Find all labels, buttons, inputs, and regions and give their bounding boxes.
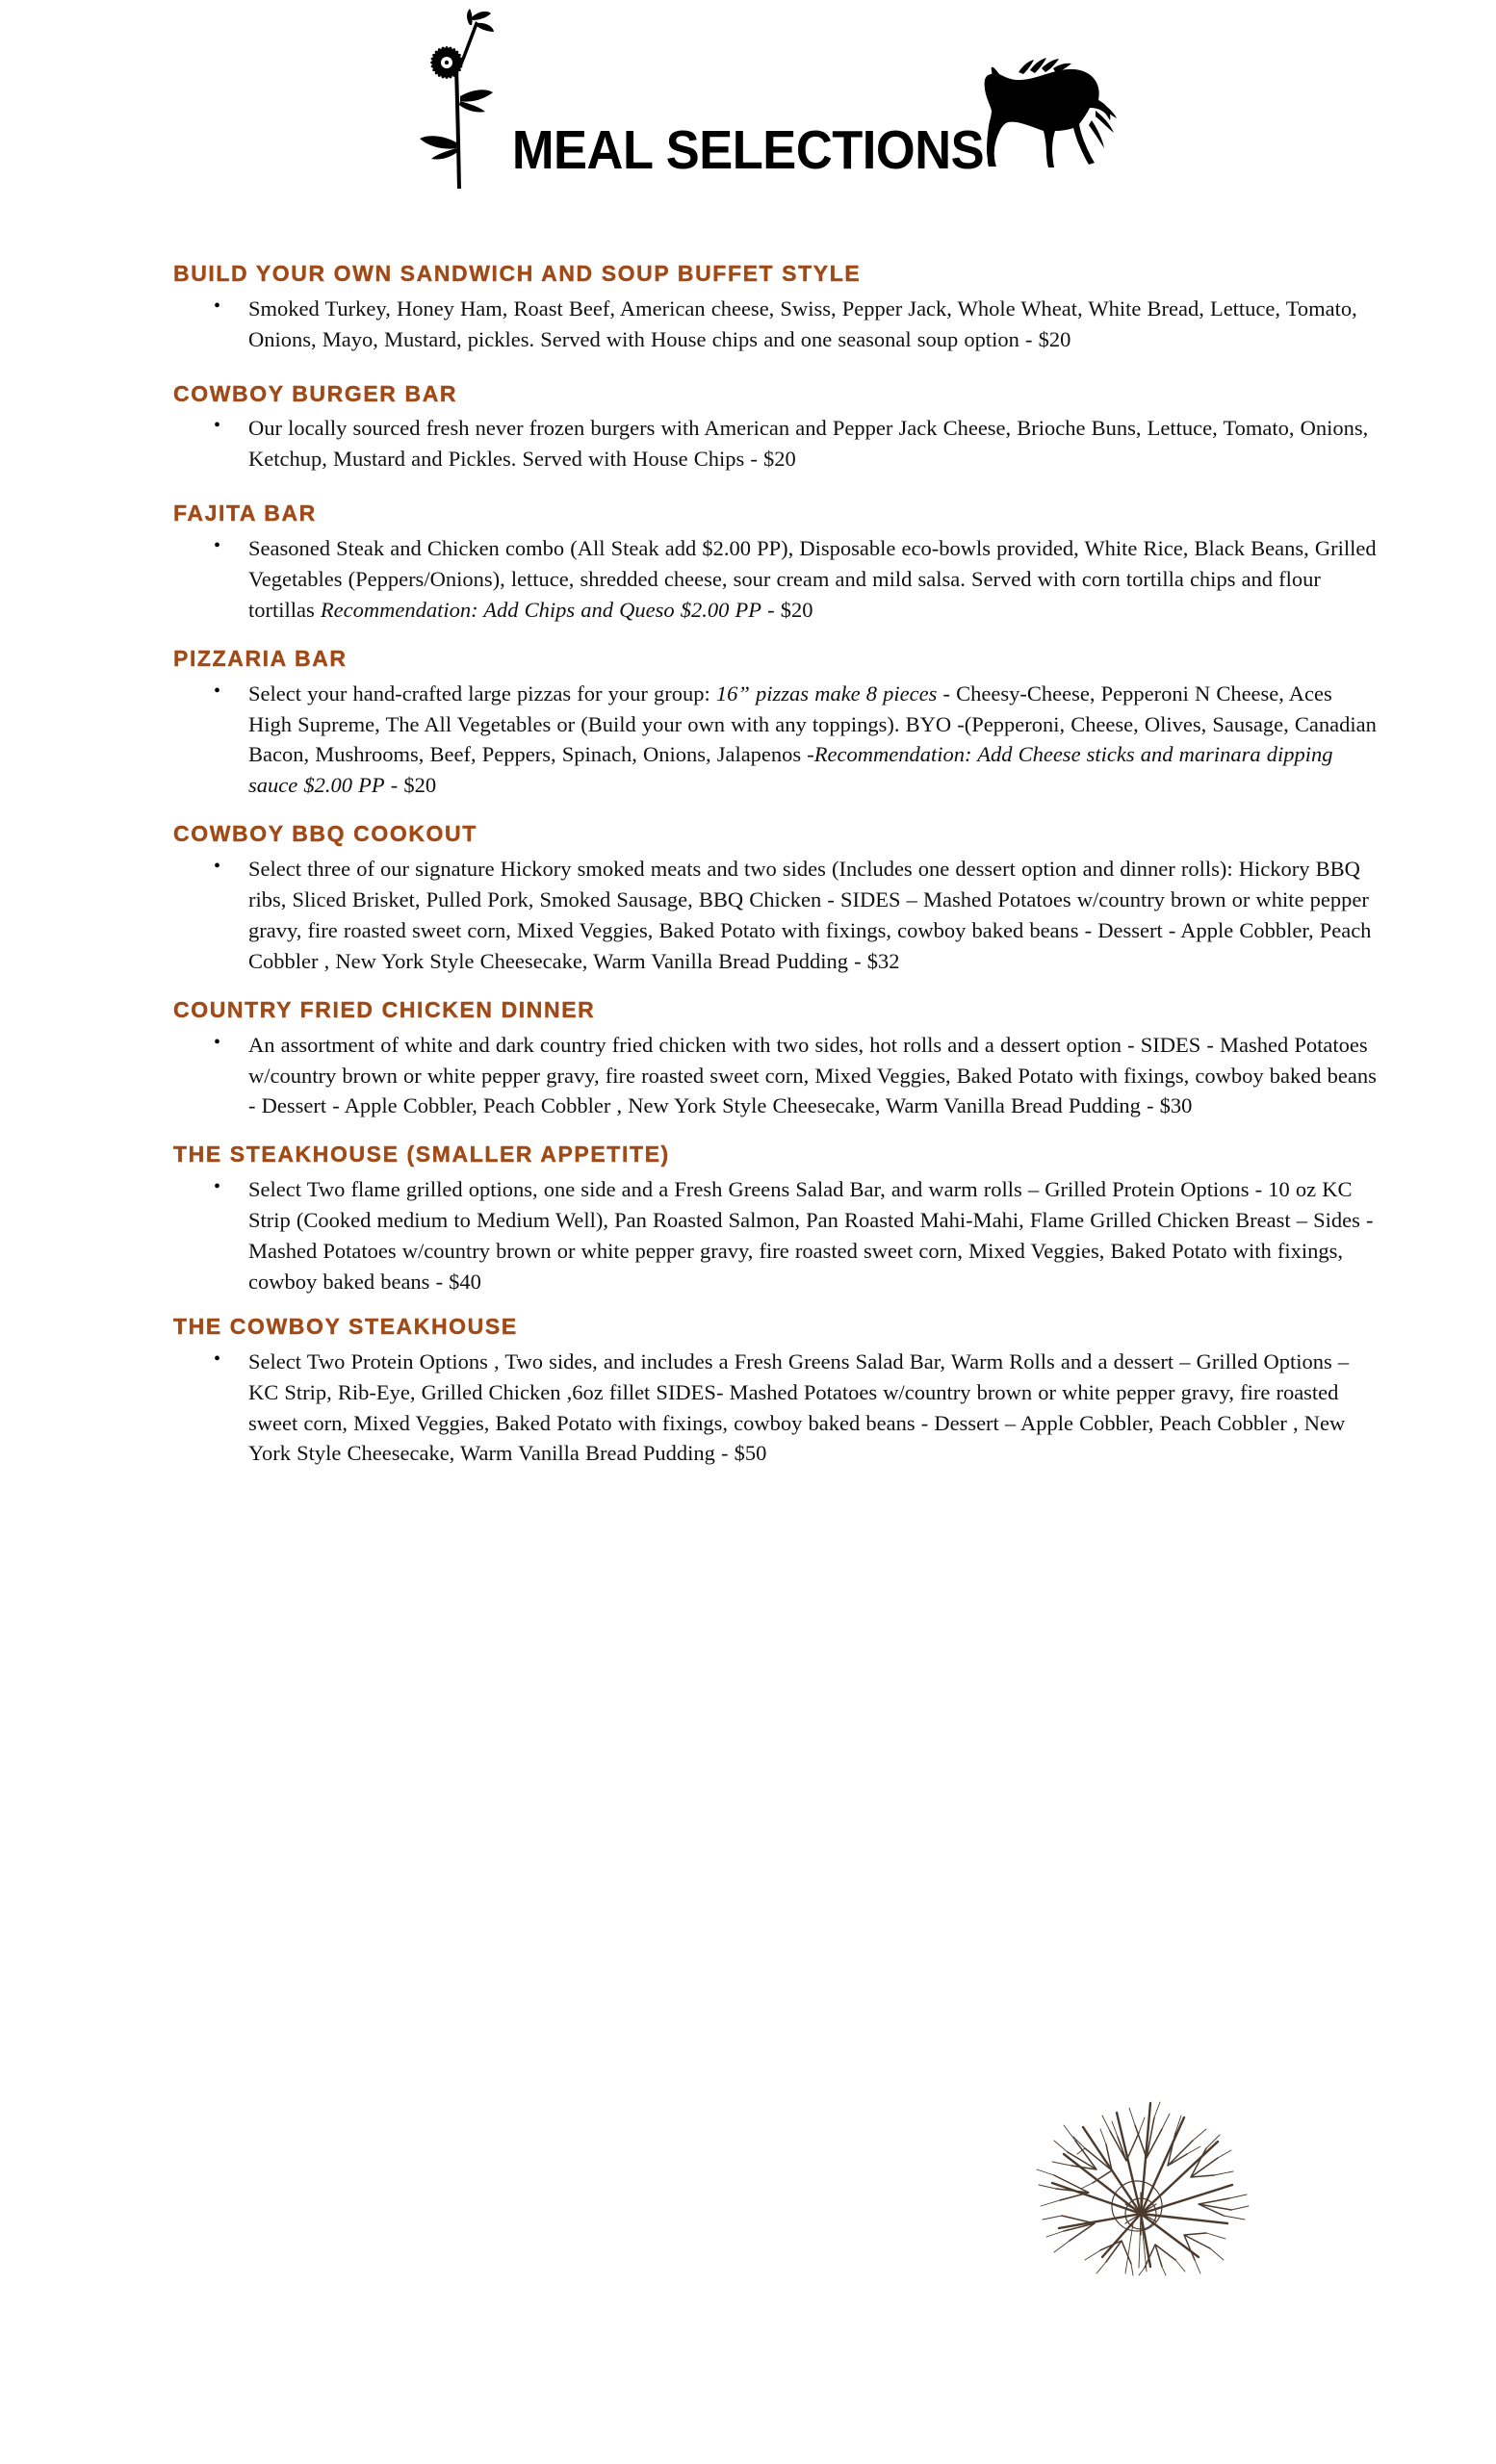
section-heading: PIZZARIA BAR [173, 645, 348, 671]
list-item-pizza-note: 16” pizzas make 8 pieces [715, 680, 938, 706]
header-decoration [0, 0, 1496, 221]
list-item [173, 413, 1380, 475]
list-item-text: Select your hand-crafted large pizzas for your group: [248, 680, 716, 706]
list-item-text: Select Two Protein Options , Two sides, and includes a Fresh Greens Salad Bar, Warm Rolls and a dessert – Grilled Options – KC Strip, Rib-Eye, Grilled Chicken ,6oz fillet SIDES- Mashed Potatoes w/country brown or white pepper gravy, fire roasted sweet corn, Mixed Veggies, Baked Potato with fixings, cowboy baked beans - Dessert – Apple Cobbler, Peach Cobbler , New York Style Cheesecake, Warm Vanilla Bread Pudding - $50 [248, 1348, 1350, 1466]
list-item [173, 854, 1380, 977]
menu-section-cowboy-burger-bar [173, 380, 1380, 475]
list-item-text: Select three of our signature Hickory smoked meats and two sides (Includes one dessert option and dinner rolls): Hickory BBQ ribs, Sliced Brisket, Pulled Pork, Smoked Sausage, BBQ Chicken - SIDES – Mashed Potatoes w/country brown or white pepper gravy, fire roasted sweet corn, Mixed Veggies, Baked Potato with fixings, cowboy baked beans - Dessert - Apple Cobbler, Peach Cobbler , New York Style Cheesecake, Warm Vanilla Bread Pudding - $32 [248, 857, 1372, 973]
page-header [0, 0, 1496, 221]
menu-section-sandwich-soup-buffet [173, 260, 1380, 355]
tumbleweed-icon [1025, 2069, 1256, 2276]
menu-content [0, 221, 1496, 1469]
menu-section-country-fried-chicken-dinner [173, 996, 1380, 1122]
section-heading: COWBOY BURGER BAR [173, 380, 458, 406]
list-item [173, 679, 1380, 802]
menu-section-fajita-bar [173, 500, 1380, 626]
section-item-list [173, 679, 1380, 802]
section-item-list [173, 413, 1380, 475]
menu-section-pizzaria-bar [173, 645, 1380, 802]
section-item-list [173, 1174, 1380, 1297]
menu-section-the-steakhouse-smaller-appetite [173, 1141, 1380, 1297]
section-heading: BUILD YOUR OWN SANDWICH AND SOUP BUFFET STYLE [173, 261, 862, 286]
list-item-text-continued: - Cheesy-Cheese, Pepperoni N Cheese, Aces High Supreme, The All Vegetables or (Build your own with any toppings). BYO -(Pepperoni, Cheese, Olives, Sausage, Canadian Bacon, Mushrooms, Beef, Peppers, Spinach, Onions, Jalapenos - [248, 680, 1377, 767]
section-heading: COWBOY BBQ COOKOUT [173, 821, 477, 847]
section-item-list [173, 1030, 1380, 1122]
section-item-list [173, 1347, 1380, 1470]
list-item-recommendation: Recommendation: Add Cheese sticks and marinara dipping sauce $2.00 PP [248, 742, 1333, 798]
page-title: MEAL SELECTIONS [511, 119, 985, 181]
list-item-text: Select Two flame grilled options, one side and a Fresh Greens Salad Bar, and warm rolls – Grilled Protein Options - 10 oz KC Strip (Cooked medium to Medium Well), Pan Roasted Salmon, Pan Roasted Mahi-Mahi, Flame Grilled Chicken Breast – Sides -Mashed Potatoes w/country brown or white pepper gravy, fire roasted sweet corn, Mixed Veggies, Baked Potato with fixings, cowboy baked beans - $40 [248, 1177, 1374, 1294]
list-item [173, 294, 1380, 355]
list-item-text: Smoked Turkey, Honey Ham, Roast Beef, American cheese, Swiss, Pepper Jack, Whole Wheat, White Bread, Lettuce, Tomato, Onions, Mayo, Mustard, pickles. Served with House chips and one seasonal soup option - $20 [248, 295, 1357, 351]
section-heading: FAJITA BAR [173, 500, 317, 526]
section-heading: COUNTRY FRIED CHICKEN DINNER [173, 996, 596, 1022]
list-item [173, 1347, 1380, 1470]
list-item-text: Our locally sourced fresh never frozen burgers with American and Pepper Jack Cheese, Brioche Buns, Lettuce, Tomato, Onions, Ketchup, Mustard and Pickles. Served with House Chips - $20 [248, 416, 1369, 472]
section-item-list [173, 294, 1380, 355]
menu-section-the-cowboy-steakhouse [173, 1313, 1380, 1470]
list-item-text: An assortment of white and dark country fried chicken with two sides, hot rolls and a dessert option - SIDES - Mashed Potatoes w/country brown or white pepper gravy, fire roasted sweet corn, Mixed Veggies, Baked Potato with fixings, cowboy baked beans - Dessert - Apple Cobbler, Peach Cobbler , New York Style Cheesecake, Warm Vanilla Bread Pudding - $30 [248, 1032, 1377, 1118]
list-item [173, 1030, 1380, 1122]
list-item [173, 1174, 1380, 1297]
list-item [173, 533, 1380, 626]
section-item-list [173, 533, 1380, 626]
list-item-recommendation: Recommendation: Add Chips and Queso $2.00 PP [320, 597, 762, 622]
section-heading: THE COWBOY STEAKHOUSE [173, 1313, 518, 1339]
section-item-list [173, 854, 1380, 977]
list-item-price: - $20 [384, 773, 437, 798]
menu-section-cowboy-bbq-cookout [173, 820, 1380, 977]
list-item-price: - $20 [761, 597, 813, 622]
section-heading: THE STEAKHOUSE (SMALLER APPETITE) [173, 1142, 670, 1168]
list-item-text: Seasoned Steak and Chicken combo (All Steak add $2.00 PP), Disposable eco-bowls provided, White Rice, Black Beans, Grilled Vegetables (Peppers/Onions), lettuce, shredded cheese, sour cream and mild salsa. Served with corn tortilla chips and flour tortillas [248, 536, 1377, 622]
